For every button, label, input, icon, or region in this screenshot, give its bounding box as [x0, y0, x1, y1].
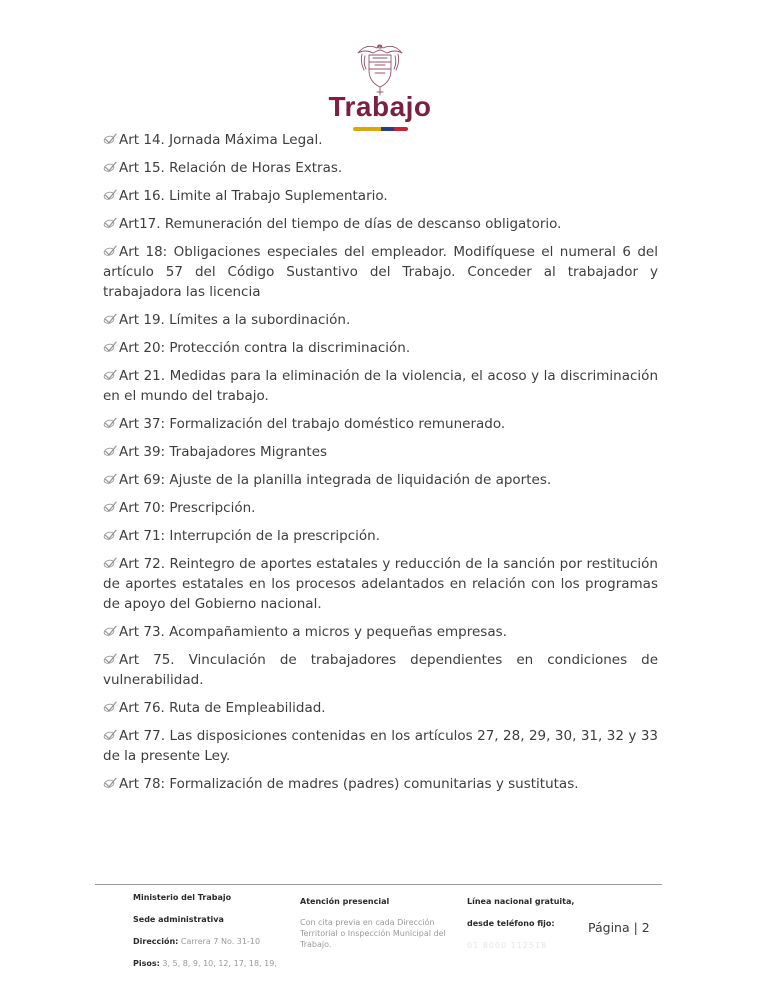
article-item: [103, 310, 658, 330]
checkmark-icon: [103, 341, 118, 353]
article-item: [103, 554, 658, 614]
article-text: Art 72. Reintegro de aportes estatales y reducción de la sanción por restitución de aportes estatales en los procesos adelantados en relación con los programas de apoyo del Gobierno nacional.: [103, 556, 658, 612]
checkmark-icon: [103, 529, 118, 541]
article-list: [103, 130, 658, 802]
article-item: [103, 726, 658, 766]
article-item: [103, 774, 658, 794]
footer-ministry-name: Ministerio del Trabajo: [133, 893, 232, 902]
checkmark-icon: [103, 557, 118, 569]
checkmark-icon: [103, 189, 118, 201]
ministry-logo: [0, 40, 760, 131]
article-item: [103, 526, 658, 546]
footer-pisos-label: Pisos:: [133, 959, 160, 968]
article-text: Art 76. Ruta de Empleabilidad.: [119, 700, 326, 716]
article-item: [103, 242, 658, 302]
checkmark-icon: [103, 133, 118, 145]
footer-atencion-body: Con cita previa en cada Dirección Territorial o Inspección Municipal del Trabajo.: [300, 918, 446, 949]
checkmark-icon: [103, 417, 118, 429]
article-item: [103, 366, 658, 406]
article-text: Art 37: Formalización del trabajo doméstico remunerado.: [119, 416, 506, 432]
article-text: Art 14. Jornada Máxima Legal.: [119, 132, 323, 148]
article-item: [103, 698, 658, 718]
article-text: Art 78: Formalización de madres (padres) comunitarias y sustitutas.: [119, 776, 579, 792]
article-text: Art 16. Limite al Trabajo Suplementario.: [119, 188, 388, 204]
article-item: [103, 338, 658, 358]
footer-linea-line2: desde teléfono fijo:: [467, 919, 555, 928]
checkmark-icon: [103, 777, 118, 789]
article-item: [103, 470, 658, 490]
checkmark-icon: [103, 245, 118, 257]
checkmark-icon: [103, 313, 118, 325]
footer-atencion-title: Atención presencial: [300, 897, 390, 906]
checkmark-icon: [103, 217, 118, 229]
checkmark-icon: [103, 729, 118, 741]
article-item: [103, 158, 658, 178]
footer-linea-line1: Línea nacional gratuita,: [467, 897, 575, 906]
checkmark-icon: [103, 473, 118, 485]
checkmark-icon: [103, 161, 118, 173]
page-number: Página | 2: [588, 920, 650, 935]
article-text: Art 39: Trabajadores Migrantes: [119, 444, 328, 460]
checkmark-icon: [103, 653, 118, 665]
colombia-coat-of-arms-icon: [353, 40, 407, 97]
article-text: Art17. Remuneración del tiempo de días de descanso obligatorio.: [119, 216, 562, 232]
article-text: Art 18: Obligaciones especiales del empleador. Modifíquese el numeral 6 del artículo 57 del Código Sustantivo del Trabajo. Conceder al trabajador y trabajadora las licencia: [103, 244, 658, 300]
footer-direccion-value: Carrera 7 No. 31-10: [180, 937, 261, 946]
article-item: [103, 622, 658, 642]
article-item: [103, 130, 658, 150]
wordmark-trabajo: Trabajo: [328, 91, 432, 122]
footer-direccion-label: Dirección:: [133, 937, 179, 946]
article-text: Art 73. Acompañamiento a micros y pequeñas empresas.: [119, 624, 507, 640]
footer-pisos-value: 3, 5, 8, 9, 10, 12, 17, 18, 19,: [162, 959, 277, 968]
footer-phone-number: 01 8000 112518: [467, 941, 548, 950]
article-text: Art 71: Interrupción de la prescripción.: [119, 528, 381, 544]
footer-address-column: [133, 893, 298, 981]
footer-sede: Sede administrativa: [133, 915, 224, 924]
article-text: Art 15. Relación de Horas Extras.: [119, 160, 343, 176]
article-item: [103, 414, 658, 434]
footer-divider: [95, 884, 662, 885]
article-item: [103, 498, 658, 518]
footer-linea-column: [467, 897, 587, 950]
checkmark-icon: [103, 701, 118, 713]
article-item: [103, 186, 658, 206]
article-text: Art 69: Ajuste de la planilla integrada de liquidación de aportes.: [119, 472, 552, 488]
article-text: Art 21. Medidas para la eliminación de la violencia, el acoso y la discriminación en el mundo del trabajo.: [103, 368, 658, 404]
checkmark-icon: [103, 625, 118, 637]
footer-pisos: [133, 959, 298, 968]
checkmark-icon: [103, 445, 118, 457]
checkmark-icon: [103, 369, 118, 381]
article-text: Art 77. Las disposiciones contenidas en los artículos 27, 28, 29, 30, 31, 32 y 33 de la presente Ley.: [103, 728, 658, 764]
article-text: Art 70: Prescripción.: [119, 500, 256, 516]
article-text: Art 20: Protección contra la discriminación.: [119, 340, 411, 356]
article-item: [103, 442, 658, 462]
checkmark-icon: [103, 501, 118, 513]
article-item: [103, 214, 658, 234]
article-item: [103, 650, 658, 690]
footer-direccion: [133, 937, 298, 946]
article-text: Art 19. Límites a la subordinación.: [119, 312, 351, 328]
article-text: Art 75. Vinculación de trabajadores dependientes en condiciones de vulnerabilidad.: [103, 652, 658, 688]
footer-atencion-column: [300, 897, 450, 950]
